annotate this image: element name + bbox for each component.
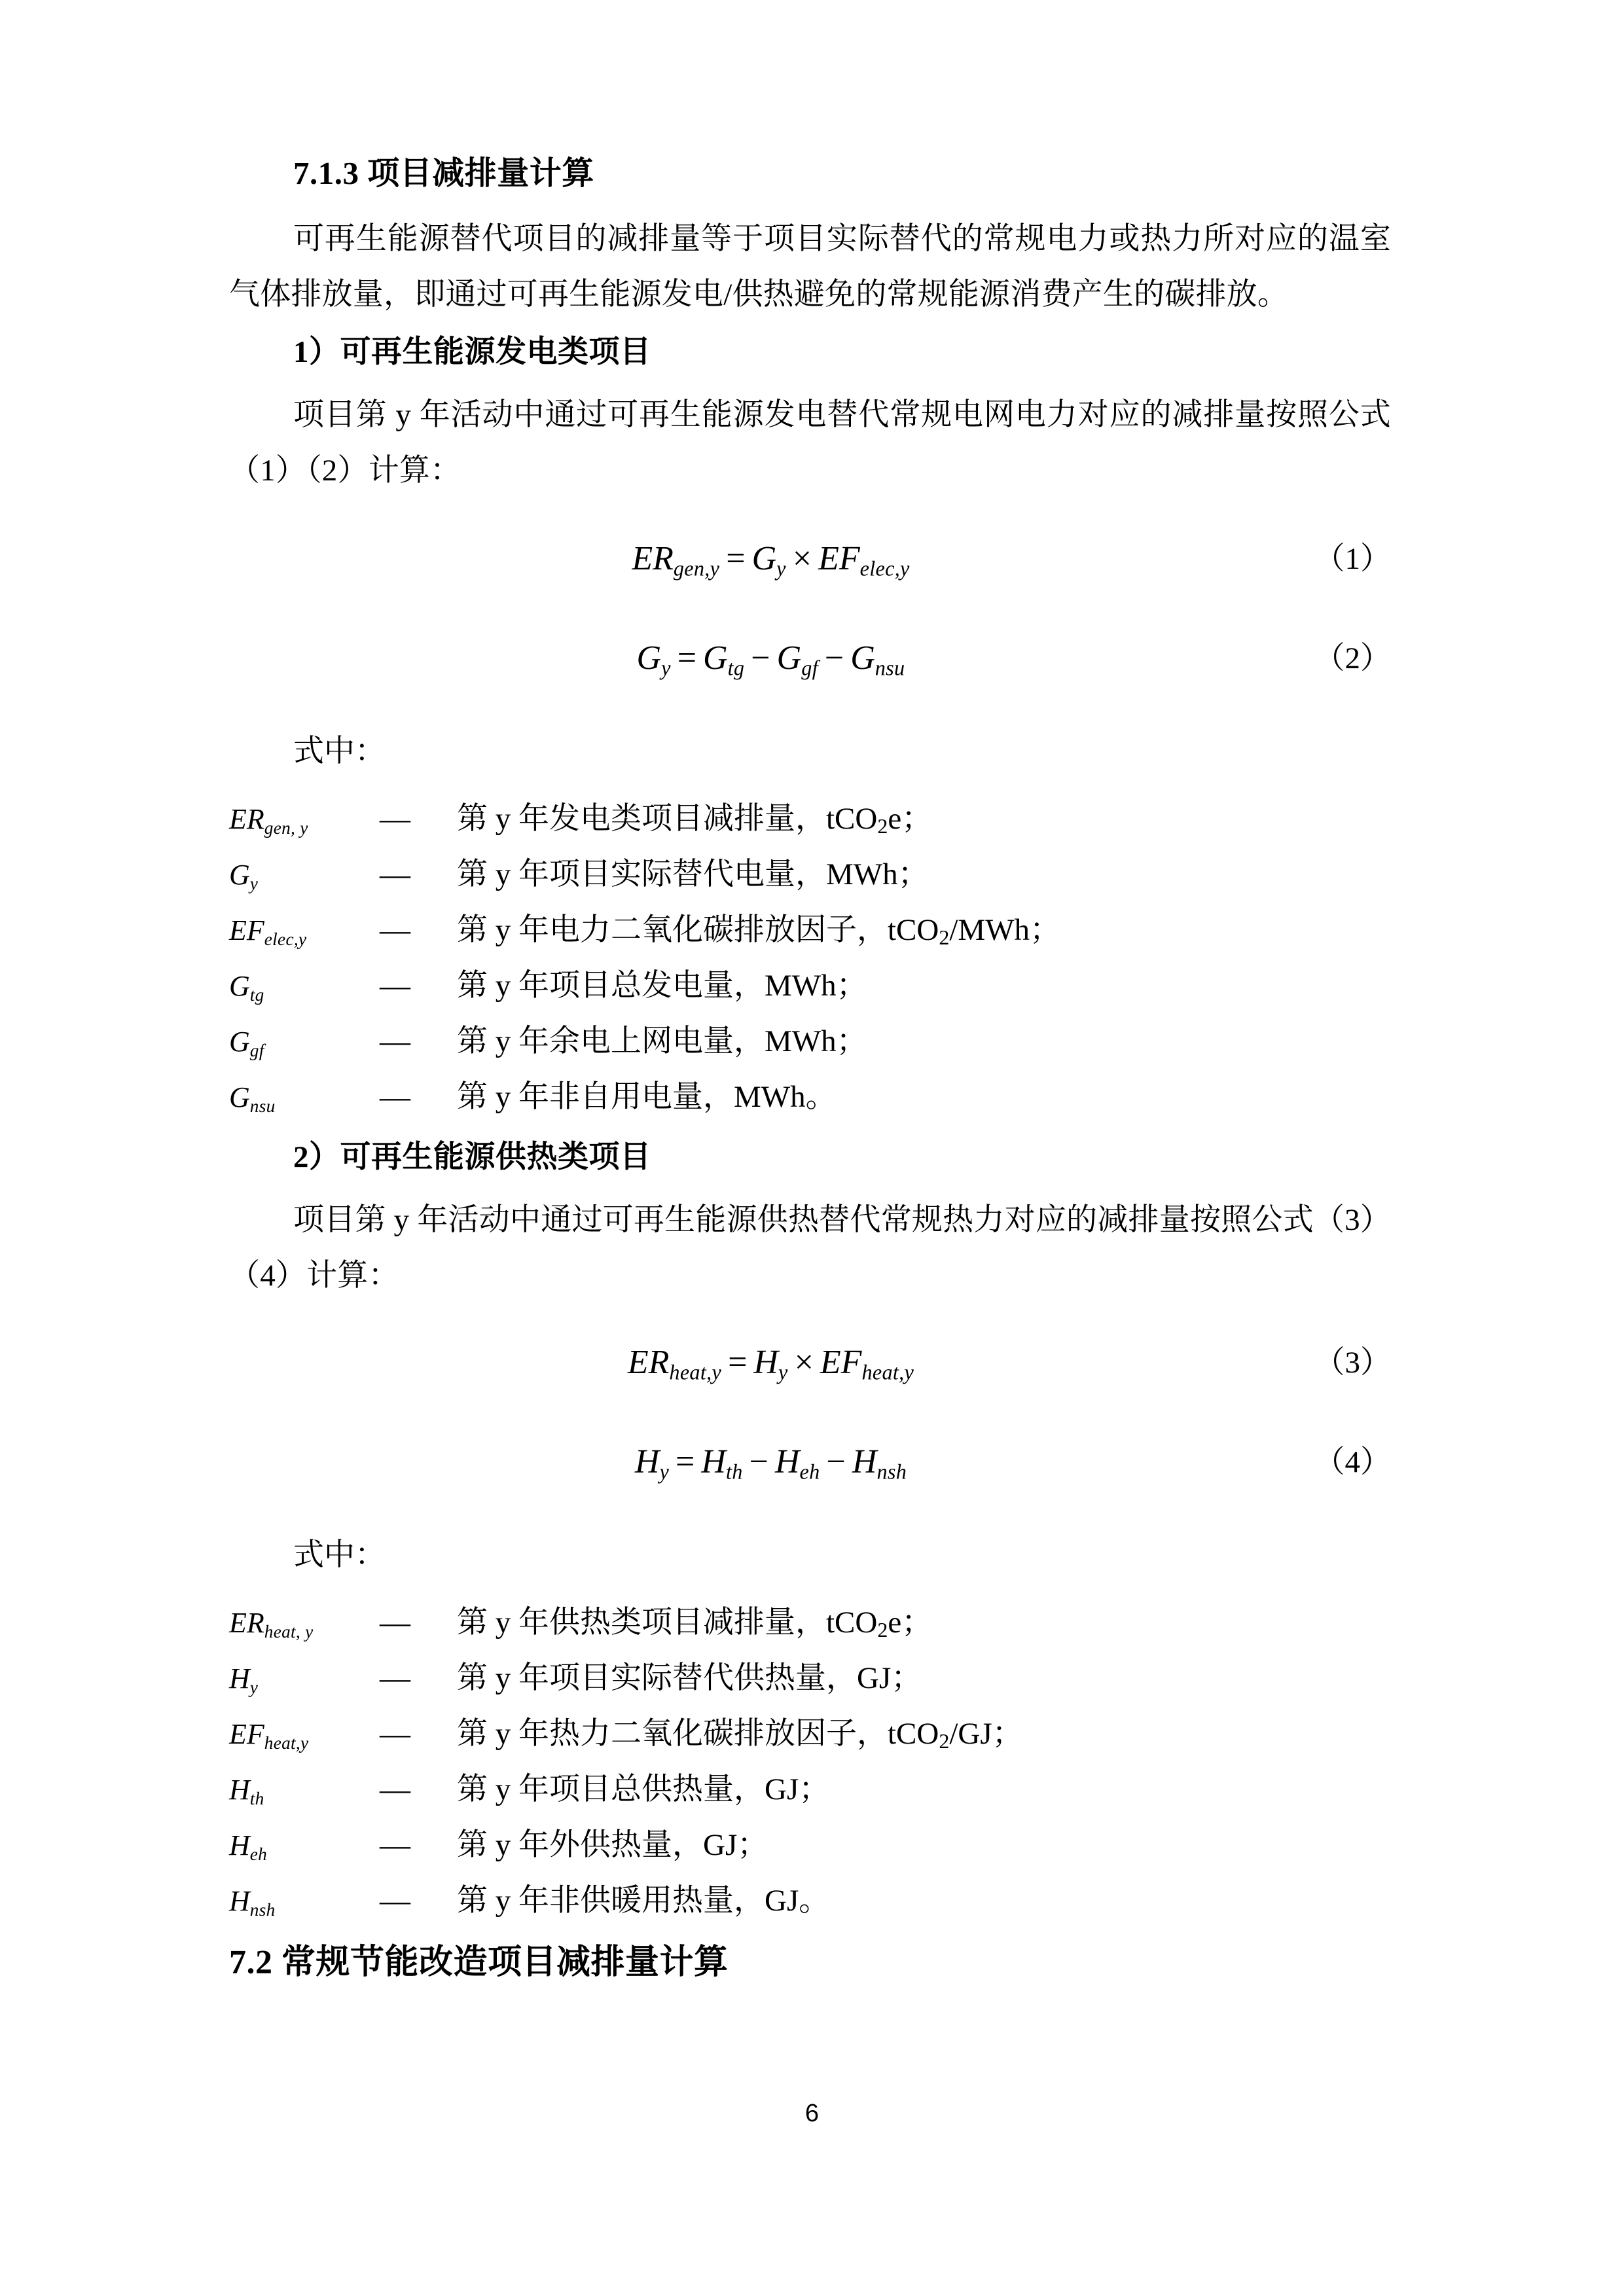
eq1-term2-symbol: EF [818,540,860,577]
eq1-lhs-sub: gen,y [673,556,720,581]
definition-description: 第 y 年非自用电量，MWh。 [457,1080,837,1114]
definition-symbol: Gnsu [229,1081,276,1117]
eq1-equals: = [726,540,746,577]
eq1-lhs-symbol: ER [632,540,674,577]
definition-row [229,1069,1391,1125]
equation-3-number: （3） [1314,1346,1391,1380]
eq4-term1-symbol: H [701,1443,726,1480]
definition-description: 第 y 年供热类项目减排量，tCO$_2$e； [457,1605,933,1642]
definition-symbol: Gtg [229,970,264,1005]
eq4-operator-1: − [749,1443,768,1480]
equation-1-row [229,522,1391,596]
definition-description: 第 y 年电力二氧化碳排放因子，tCO$_2$/MWh； [457,913,1061,950]
definition-symbol: Gy [229,859,259,894]
heading-7-1-3: 7.1.3 项目减排量计算 [293,155,594,191]
definition-symbol: EFelec,y [229,914,307,950]
definition-description: 第 y 年热力二氧化碳排放因子，tCO$_2$/GJ； [457,1717,1023,1753]
eq2-term3-symbol: G [850,639,875,677]
definition-description: 第 y 年项目总供热量，GJ； [457,1772,830,1806]
definition-symbol: EFheat,y [229,1718,309,1753]
equation-1-number: （1） [1314,542,1391,576]
eq4-term2-sub: eh [799,1460,820,1484]
definition-row [229,847,1391,903]
eq1-operator: × [792,540,812,577]
definition-description: 第 y 年项目实际替代电量，MWh； [457,857,929,891]
definition-dash: — [380,1772,410,1806]
definition-dash: — [380,1661,410,1695]
eq2-term1-sub: tg [727,656,745,680]
eq3-lhs-sub: heat,y [669,1360,722,1384]
definition-row [229,1762,1391,1818]
equation-2-body [229,622,1391,705]
equation-2-row [229,622,1391,695]
eq1-term1-sub: y [776,556,786,581]
definition-description: 第 y 年非供暖用热量，GJ。 [457,1884,830,1918]
eq3-term1-symbol: H [753,1344,778,1381]
definition-list-heating [229,1595,1391,1929]
eq4-term3-symbol: H [852,1443,877,1480]
eq2-term3-sub: nsu [875,656,905,680]
equation-4-number: （4） [1314,1445,1391,1479]
eq2-lhs-symbol: G [636,639,662,677]
eq1-term1-symbol: G [751,540,777,577]
equation-4-row [229,1426,1391,1499]
heading-subsection-1: 1）可再生能源发电类项目 [293,335,651,369]
definition-dash: — [380,1828,410,1862]
where-label-heat: 式中： [293,1538,386,1572]
eq4-term3-sub: nsh [876,1460,907,1484]
heading-subsection-2: 2）可再生能源供热类项目 [293,1140,651,1174]
eq1-term2-sub: elec,y [859,556,910,581]
definition-row [229,1595,1391,1651]
definition-list-generation [229,791,1391,1125]
eq3-term2-sub: heat,y [861,1360,914,1384]
eq3-term2-symbol: EF [820,1344,862,1381]
eq4-lhs-sub: y [659,1460,670,1484]
definition-symbol: Hy [229,1662,259,1698]
definition-symbol: Hth [229,1774,264,1809]
paragraph-subsection-2: 项目第 y 年活动中通过可再生能源供热替代常规热力对应的减排量按照公式（3）（4）计算： [229,1203,1391,1293]
eq3-lhs-symbol: ER [627,1344,670,1381]
eq2-operator-2: − [824,639,844,677]
definition-dash: — [380,969,410,1003]
definition-dash: — [380,1605,410,1640]
definition-row [229,1651,1391,1706]
eq3-equals: = [728,1344,748,1381]
definition-dash: — [380,1717,410,1751]
equation-3-row [229,1326,1391,1399]
eq4-equals: = [676,1443,695,1480]
eq2-term2-symbol: G [776,639,802,677]
definition-row [229,1818,1391,1873]
heading-7-2: 7.2 常规节能改造项目减排量计算 [229,1944,729,1981]
definition-row [229,958,1391,1014]
definition-description: 第 y 年外供热量，GJ； [457,1828,768,1862]
definition-dash: — [380,802,410,836]
definition-dash: — [380,1080,410,1114]
eq2-operator-1: − [751,639,770,677]
definition-symbol: ERheat, y [229,1607,314,1642]
definition-row [229,903,1391,958]
definition-row [229,791,1391,847]
definition-description: 第 y 年项目总发电量，MWh； [457,969,867,1003]
eq3-term1-sub: y [778,1360,788,1384]
equation-3-body [229,1326,1391,1409]
definition-description: 第 y 年余电上网电量，MWh； [457,1024,867,1058]
equation-1-body [229,522,1391,605]
equation-4-body [229,1426,1391,1509]
definition-row [229,1014,1391,1069]
definition-dash: — [380,1024,410,1058]
eq2-equals: = [677,639,697,677]
eq4-operator-2: − [826,1443,846,1480]
eq2-term2-sub: gf [801,656,818,680]
definition-row [229,1873,1391,1929]
equation-2-number: （2） [1314,641,1391,675]
definition-dash: — [380,1884,410,1918]
paragraph-subsection-1: 项目第 y 年活动中通过可再生能源发电替代常规电网电力对应的减排量按照公式（1）（2）计算： [229,398,1391,488]
paragraph-intro: 可再生能源替代项目的减排量等于项目实际替代的常规电力或热力所对应的温室气体排放量，即通过可再生能源发电/供热避免的常规能源消费产生的碳排放。 [229,222,1391,312]
definition-symbol: Ggf [229,1026,264,1061]
eq2-lhs-sub: y [661,656,671,680]
where-label-gen: 式中： [293,734,386,768]
eq2-term1-symbol: G [703,639,728,677]
page-content [229,0,1391,1980]
page-number: 6 [804,2100,820,2127]
definition-description: 第 y 年发电类项目减排量，tCO$_2$e； [457,802,933,838]
definition-dash: — [380,857,410,891]
definition-dash: — [380,913,410,947]
eq4-lhs-symbol: H [634,1443,660,1480]
eq3-operator: × [794,1344,814,1381]
definition-symbol: ERgen, y [229,803,308,838]
definition-symbol: Heh [229,1829,268,1865]
definition-description: 第 y 年项目实际替代供热量，GJ； [457,1661,922,1695]
definition-symbol: Hnsh [229,1885,276,1920]
definition-row [229,1706,1391,1762]
eq4-term1-sub: th [725,1460,743,1484]
eq4-term2-symbol: H [774,1443,800,1480]
